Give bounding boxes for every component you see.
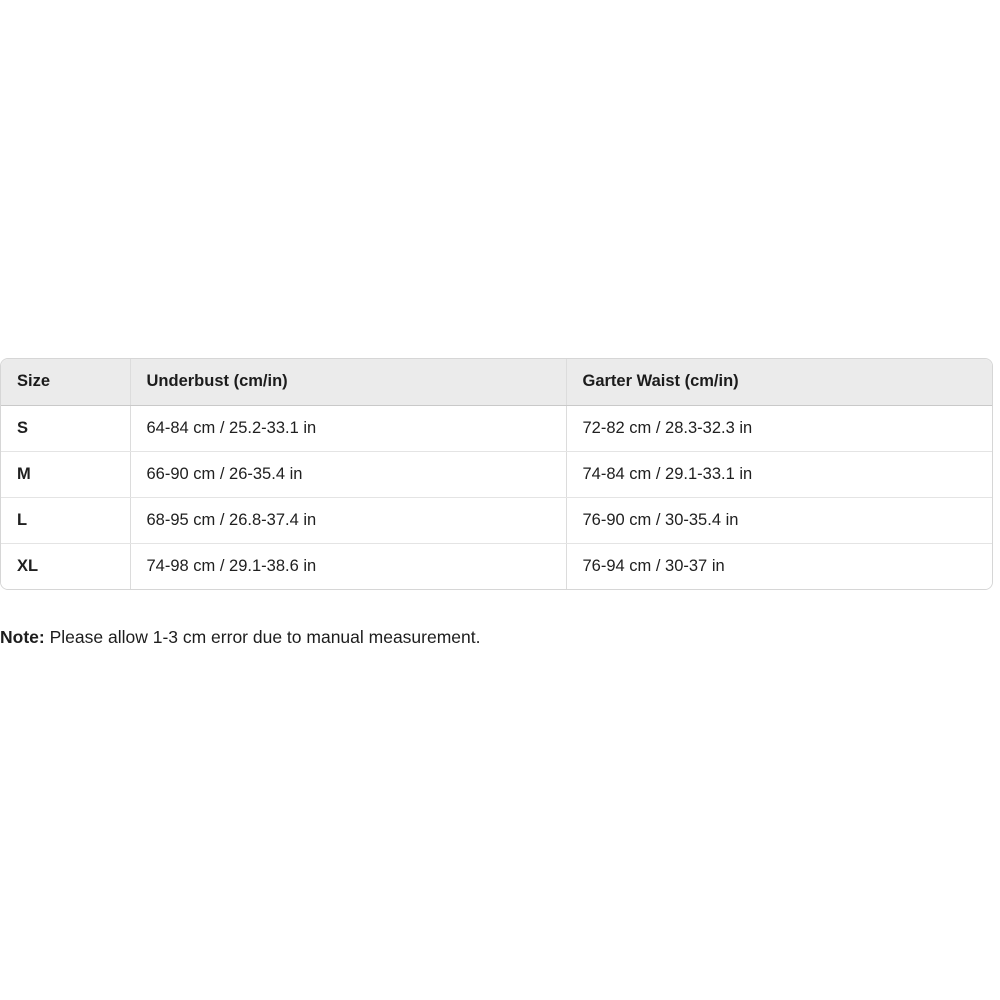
size-label: L: [1, 497, 130, 543]
size-label: XL: [17, 556, 39, 575]
size-chart-header: [1, 359, 992, 405]
column-header-garter-waist: Garter Waist (cm/in): [566, 359, 992, 405]
measurement-note: [0, 627, 481, 648]
underbust-value: 64-84 cm / 25.2-33.1 in: [130, 405, 566, 451]
size-label: S: [1, 405, 130, 451]
note-label: Note:: [0, 626, 45, 647]
note-text: Please allow 1-3 cm error due to manual measurement.: [49, 626, 481, 647]
underbust-value: 68-95 cm / 26.8-37.4 in: [130, 497, 566, 543]
table-row: [1, 497, 992, 543]
size-chart-body: [1, 405, 992, 589]
garter-waist-value: 76-90 cm / 30-35.4 in: [566, 497, 992, 543]
garter-waist-value: 76-94 cm / 30-37 in: [566, 543, 992, 589]
table-row: [1, 405, 992, 451]
header-row: [1, 359, 992, 405]
size-chart-table: [1, 359, 992, 589]
table-row: [1, 543, 992, 589]
size-chart-card: [0, 358, 993, 590]
underbust-value: 74-98 cm / 29.1-38.6 in: [130, 543, 566, 589]
underbust-value: 66-90 cm / 26-35.4 in: [130, 451, 566, 497]
garter-waist-value: 74-84 cm / 29.1-33.1 in: [566, 451, 992, 497]
column-header-size: Size: [1, 359, 130, 405]
table-row: [1, 451, 992, 497]
column-header-underbust: Underbust (cm/in): [130, 359, 566, 405]
garter-waist-value: 72-82 cm / 28.3-32.3 in: [566, 405, 992, 451]
size-label: M: [1, 451, 130, 497]
